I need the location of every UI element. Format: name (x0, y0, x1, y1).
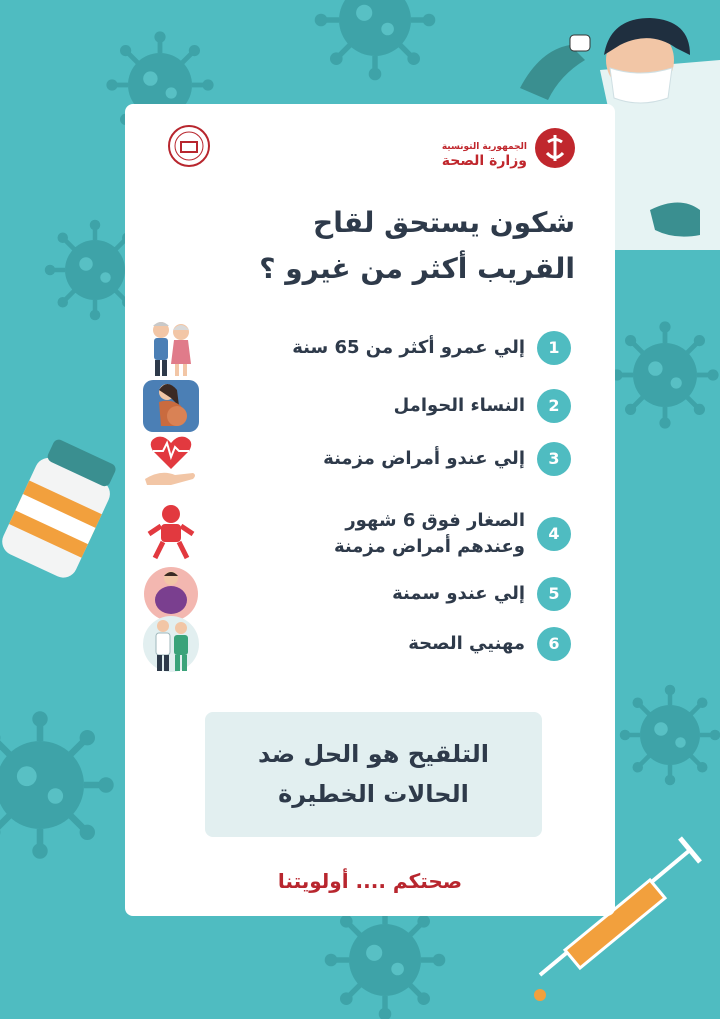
vaccination-banner (205, 712, 542, 837)
banner-text (205, 734, 542, 814)
pregnant-woman-icon (141, 376, 201, 436)
virus-icon (620, 685, 720, 786)
info-card (125, 104, 615, 916)
baby-icon (141, 504, 201, 564)
item-label: مهنيي الصحة (408, 633, 525, 654)
banner-line2: الحالات الخطيرة (278, 780, 469, 808)
item-number-badge: 3 (537, 442, 571, 476)
list-item (141, 326, 571, 370)
virus-icon (315, 0, 436, 80)
item-number-badge: 1 (537, 331, 571, 365)
title-line1: شكون يستحق لقاح (313, 206, 575, 239)
item-number-badge: 2 (537, 389, 571, 423)
heart-hand-icon (141, 429, 201, 489)
item-label-line1: الصغار فوق 6 شهور (345, 510, 525, 531)
org-name-line2: وزارة الصحة (441, 153, 527, 169)
elderly-couple-icon (141, 318, 201, 378)
page-title (155, 200, 575, 292)
banner-line1: التلقيح هو الحل ضد (258, 740, 489, 768)
health-workers-icon (141, 614, 201, 674)
item-number-badge: 6 (537, 627, 571, 661)
list-item (141, 622, 571, 666)
virus-icon (325, 900, 446, 1019)
item-label: إلي عندو سمنة (392, 583, 525, 604)
title-line2: القريب أكثر من غيرو ؟ (259, 252, 575, 285)
item-label: إلي عندو أمراض مزمنة (323, 448, 525, 469)
item-label: النساء الحوامل (393, 395, 525, 416)
org-name-line1: الجمهورية التونسية (441, 142, 527, 152)
seal-logo-icon (167, 124, 211, 168)
list-item (141, 437, 571, 481)
ministry-logo (417, 118, 577, 174)
list-item (141, 384, 571, 428)
item-label-line2: وعندهم أمراض مزمنة (333, 536, 525, 557)
ministry-emblem-icon (533, 126, 577, 170)
item-label (334, 508, 525, 560)
virus-icon (0, 711, 114, 858)
item-label: إلي عمرو أكثر من 65 سنة (292, 337, 525, 358)
footer-slogan: صحتكم .... أولويتنا (277, 869, 463, 893)
item-number-badge: 5 (537, 577, 571, 611)
item-number-badge: 4 (537, 517, 571, 551)
virus-icon (611, 321, 718, 428)
list-item (141, 572, 571, 616)
medicine-bottle-illustration (0, 435, 123, 582)
list-item (141, 504, 571, 564)
